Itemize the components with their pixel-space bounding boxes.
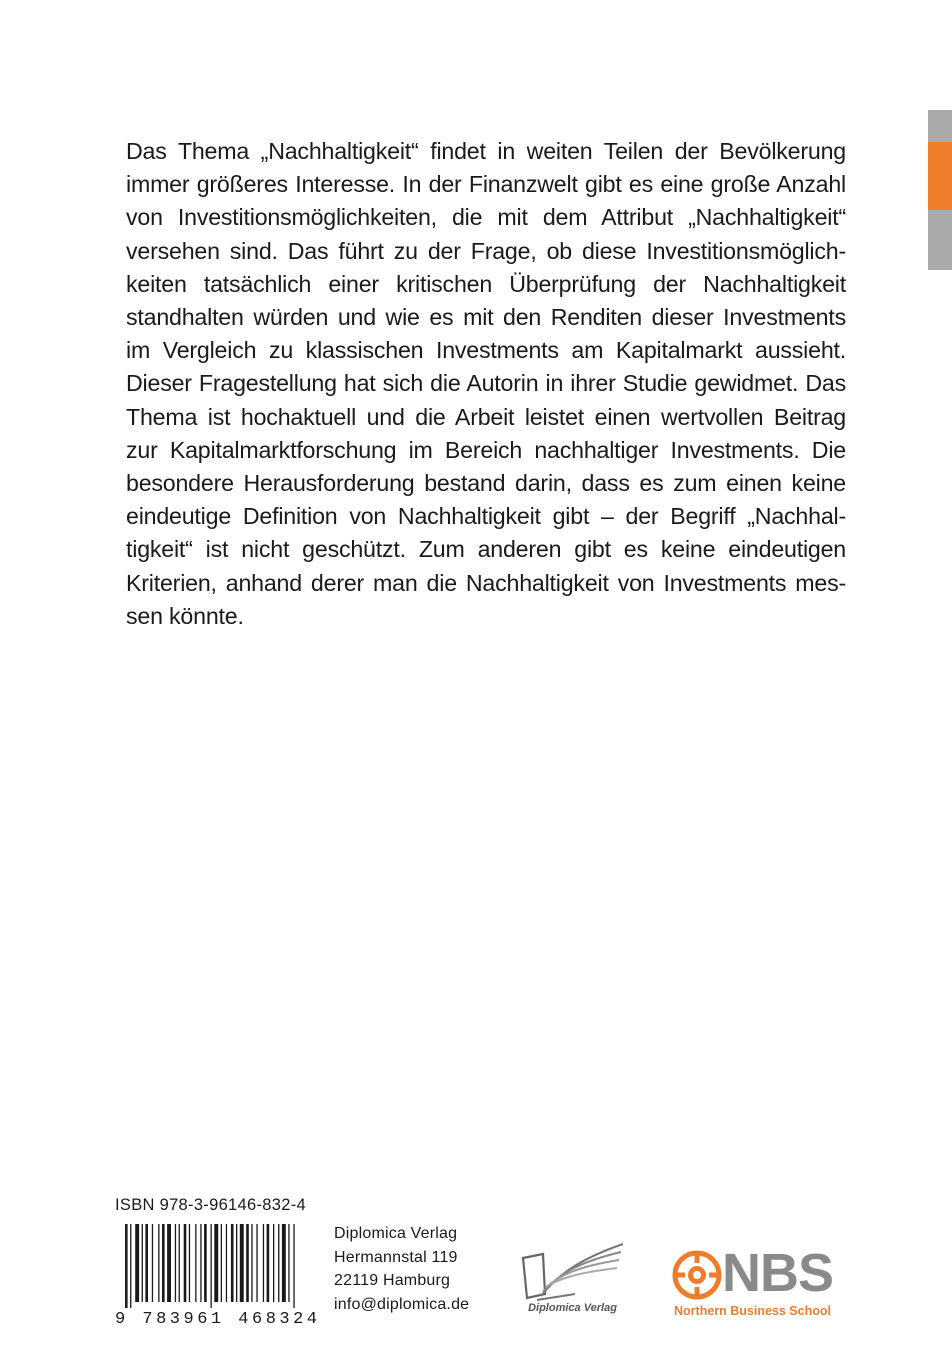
blurb-line: sen könnte. <box>126 602 244 629</box>
nbs-subtitle: Northern Business School <box>674 1304 831 1318</box>
barcode-bar <box>162 1224 165 1302</box>
barcode-bar <box>246 1224 249 1302</box>
barcode-bar <box>195 1224 196 1302</box>
publisher-street: Hermannstal 119 <box>334 1248 458 1266</box>
barcode <box>113 1222 319 1326</box>
barcode-bar <box>226 1224 227 1302</box>
barcode-bar <box>158 1224 159 1302</box>
barcode-bar <box>221 1224 222 1302</box>
blurb-line: Das Thema „Nachhaltigkeit“ findet in weiten Teilen der Bevölkerung <box>126 138 846 164</box>
blurb-line: im Vergleich zu klassischen Investments am Kapitalmarkt aussieht. <box>126 337 846 364</box>
blurb-line: zur Kapitalmarktforschung im Bereich nachhaltiger Investments. Die <box>126 436 846 463</box>
barcode-bar <box>278 1224 279 1302</box>
blurb-line: besondere Herausforderung bestand darin, dass es zum einen keine <box>126 470 846 497</box>
publisher-city: 22119 Hamburg <box>334 1272 451 1289</box>
side-tab-gray-bottom <box>928 210 952 270</box>
blurb-line: Thema ist hochaktuell und die Arbeit leistet einen wertvollen Beitrag <box>126 403 846 430</box>
barcode-bar <box>204 1224 207 1302</box>
barcode-bar <box>142 1224 143 1302</box>
publisher-name: Diplomica Verlag <box>334 1225 458 1242</box>
barcode-bar <box>273 1224 274 1302</box>
blurb-line: von Investitionsmöglichkeiten, die mit dem Attribut „Nachhaltigkeit“ <box>126 204 846 231</box>
blurb-line: tigkeit“ ist nicht geschützt. Zum anderen gibt es keine eindeutigen <box>126 536 846 563</box>
barcode-bar <box>282 1224 286 1302</box>
blurb-line: eindeutige Definition von Nachhaltigkeit gibt – der Begriff „Nachhal- <box>126 503 846 530</box>
barcode-bar <box>214 1224 218 1302</box>
barcode-bar <box>145 1224 148 1302</box>
barcode-bars <box>125 1224 295 1308</box>
barcode-bar <box>236 1224 237 1302</box>
blurb-line: Dieser Fragestellung hat sich die Autorin in ihrer Studie gewidmet. Das <box>126 370 846 397</box>
barcode-bar <box>135 1224 139 1302</box>
barcode-bar <box>167 1224 171 1302</box>
barcode-bar <box>251 1224 252 1302</box>
side-tab-gray-top <box>928 110 952 142</box>
barcode-bar <box>267 1224 270 1302</box>
blurb-line: standhalten würden und wie es mit den Renditen dieser Investments <box>126 304 846 331</box>
barcode-bar <box>211 1224 212 1308</box>
publisher-address <box>334 1222 469 1316</box>
nbs-wordmark: NBS <box>722 1243 834 1303</box>
blurb-line: immer größeres Interesse. In der Finanzwelt gibt es eine große Anzahl <box>126 171 846 198</box>
barcode-bar <box>125 1224 128 1308</box>
barcode-bar <box>130 1224 131 1308</box>
blurb-line: keiten tatsächlich einer kritischen Überprüfung der Nachhaltigkeit <box>126 270 846 297</box>
diplomica-logo-text: Diplomica Verlag <box>528 1302 617 1314</box>
barcode-bar <box>231 1224 234 1302</box>
barcode-bar <box>184 1224 187 1302</box>
publisher-email: info@diplomica.de <box>334 1295 470 1313</box>
isbn-label: ISBN 978-3-96146-832-4 <box>115 1196 306 1214</box>
barcode-bar <box>200 1224 201 1302</box>
barcode-bar <box>175 1224 176 1302</box>
barcode-bar <box>293 1224 294 1308</box>
barcode-bar <box>256 1224 257 1302</box>
barcode-bar <box>189 1224 190 1302</box>
side-tab-orange <box>928 142 952 210</box>
blurb-line: versehen sind. Das führt zu der Frage, ob diese Investitionsmöglich- <box>126 237 846 264</box>
barcode-bar <box>240 1224 244 1302</box>
compass-icon <box>672 1250 722 1300</box>
barcode-bar <box>179 1224 180 1302</box>
barcode-bar <box>263 1224 264 1302</box>
blurb-line: Kriterien, anhand derer man die Nachhaltigkeit von Investments mes- <box>126 569 846 596</box>
barcode-bar <box>152 1224 153 1302</box>
back-cover-blurb <box>126 135 846 633</box>
barcode-digits: 9 783961 468324 <box>115 1310 317 1326</box>
barcode-bar <box>288 1224 289 1302</box>
